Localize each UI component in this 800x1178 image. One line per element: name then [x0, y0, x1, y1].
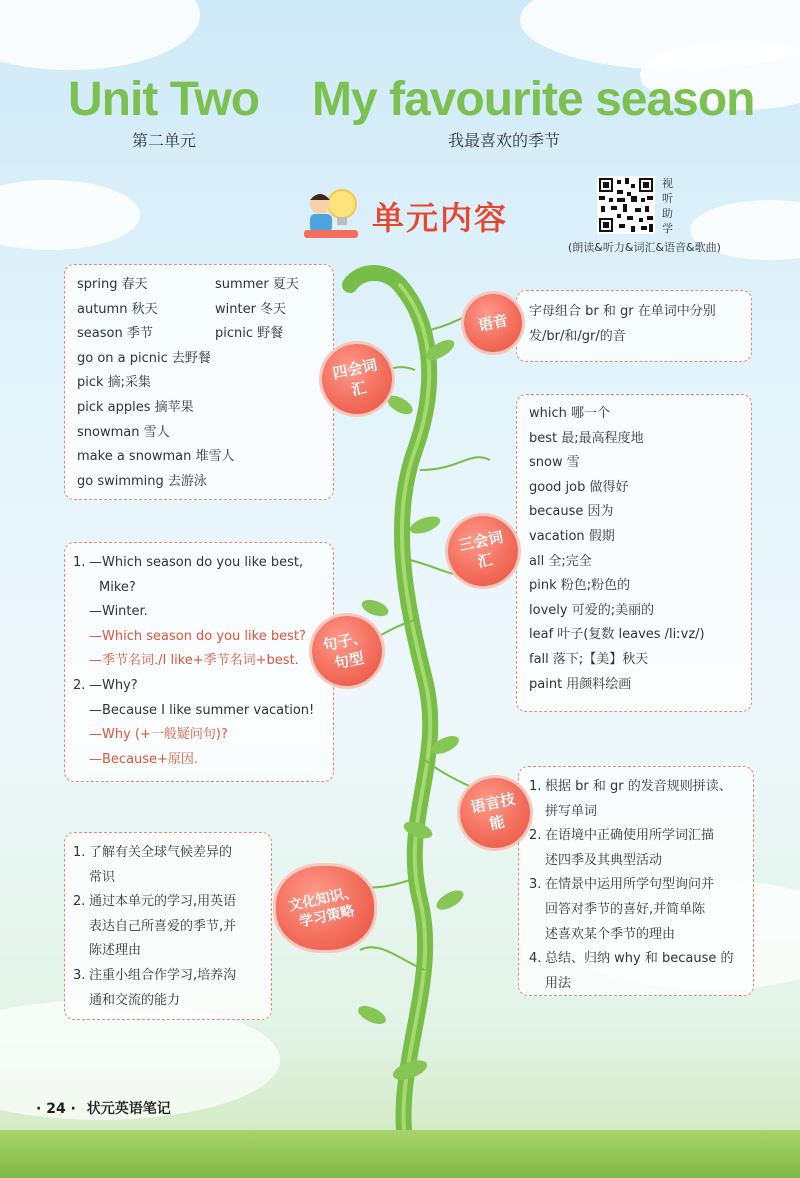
sentence-line: Mike?	[99, 579, 136, 595]
yuyin-box	[516, 290, 752, 362]
sentence-line: 1. —Which season do you like best,	[73, 555, 304, 570]
vocab-row: autumn 秋天 winter 冬天	[77, 301, 287, 317]
vocab-row: spring 春天 summer 夏天	[77, 277, 299, 292]
skill-item: 1. 根据 br 和 gr 的发音规则拼读、 拼写单词	[529, 779, 732, 819]
vocab-item: pink 粉色;粉色的	[529, 578, 631, 594]
vocab-item: because 因为	[529, 504, 614, 520]
culture-item: 3. 注重小组合作学习,培养沟 通和交流的能力	[73, 967, 237, 1008]
skill-item: 2. 在语境中正确使用所学词汇描 述四季及其典型活动	[529, 828, 715, 868]
sentence-line: —Winter.	[89, 604, 148, 620]
yuyin-line: 发/br/和/gr/的音	[529, 328, 626, 344]
vocab-item: leaf 叶子(复数 leaves /liːvz/)	[529, 627, 705, 643]
qr-caption: (朗读&听力&词汇&语音&歌曲)	[568, 241, 721, 254]
sentence-line: —Because+原因.	[89, 751, 199, 767]
vocab-item: paint 用颜料绘画	[529, 676, 632, 692]
page-footer: · 24 · 状元英语笔记	[36, 1101, 171, 1117]
culture-box	[64, 832, 272, 1020]
sentence-line: 2. —Why?	[73, 677, 138, 693]
culture-item: 1. 了解有关全球气候差异的 常识	[73, 845, 233, 885]
vocab-row: snowman 雪人	[77, 424, 170, 440]
sentence-line: —季节名词./I like+季节名词+best.	[89, 653, 299, 669]
vocab-row: make a snowman 堆雪人	[77, 449, 235, 465]
sanhui-vocab-box	[516, 394, 752, 712]
vocab-item: which 哪一个	[529, 406, 611, 421]
tag-yuyin: 语音	[464, 294, 522, 352]
section-title: 单元内容	[372, 199, 509, 237]
grass-ground	[0, 1130, 800, 1178]
unit-topic-zh: 我最喜欢的季节	[448, 131, 561, 150]
unit-topic: My favourite season	[312, 73, 755, 126]
tag-language-skills: 语言技能	[460, 778, 530, 848]
unit-number-zh: 第二单元	[132, 131, 197, 150]
sihui-vocab-box	[64, 264, 334, 500]
sentence-line: —Which season do you like best?	[89, 628, 306, 644]
sentence-line: —Why (+一般疑问句)?	[89, 727, 228, 743]
sentences-box	[64, 542, 334, 782]
vocab-item: all 全;完全	[529, 553, 592, 569]
book-title: 状元英语笔记	[86, 1101, 171, 1117]
tag-sihui-vocab: 四会词汇	[322, 344, 392, 414]
vocab-row: pick 摘;采集	[77, 375, 152, 391]
sentence-line: —Because I like summer vacation!	[89, 702, 315, 718]
vocab-row: go on a picnic 去野餐	[77, 350, 211, 366]
skill-item: 4. 总结、归纳 why 和 because 的 用法	[529, 951, 734, 991]
unit-number: Unit Two	[68, 73, 260, 126]
tag-sentences: 句子、句型	[312, 616, 382, 686]
culture-item: 2. 通过本单元的学习,用英语 表达自己所喜爱的季节,并 陈述理由	[73, 894, 237, 959]
vocab-item: good job 做得好	[529, 479, 629, 495]
vocab-item: lovely 可爱的;美丽的	[529, 602, 655, 618]
tag-culture-strategy: 文化知识、学习策略	[276, 866, 374, 950]
yuyin-line: 字母组合 br 和 gr 在单词中分别	[529, 304, 716, 319]
vocab-row: season 季节 picnic 野餐	[77, 326, 284, 342]
vocab-row: pick apples 摘苹果	[77, 399, 194, 415]
page-number: 24	[46, 1101, 66, 1117]
vocab-row: go swimming 去游泳	[77, 473, 207, 489]
skill-item: 3. 在情景中运用所学句型询问并 回答对季节的喜好,并简单陈 述喜欢某个季节的理由	[529, 877, 715, 942]
vocab-item: snow 雪	[529, 455, 580, 471]
qr-label: 视 听 助 学	[662, 177, 673, 235]
skills-box	[518, 766, 754, 996]
vocab-item: fall 落下;【美】秋天	[529, 651, 649, 667]
tag-sanhui-vocab: 三会词汇	[448, 516, 518, 586]
boy-with-lightbulb-icon	[300, 186, 362, 242]
qr-code-icon[interactable]	[597, 176, 655, 234]
vocab-item: vacation 假期	[529, 528, 615, 544]
vocab-item: best 最;最高程度地	[529, 430, 644, 446]
